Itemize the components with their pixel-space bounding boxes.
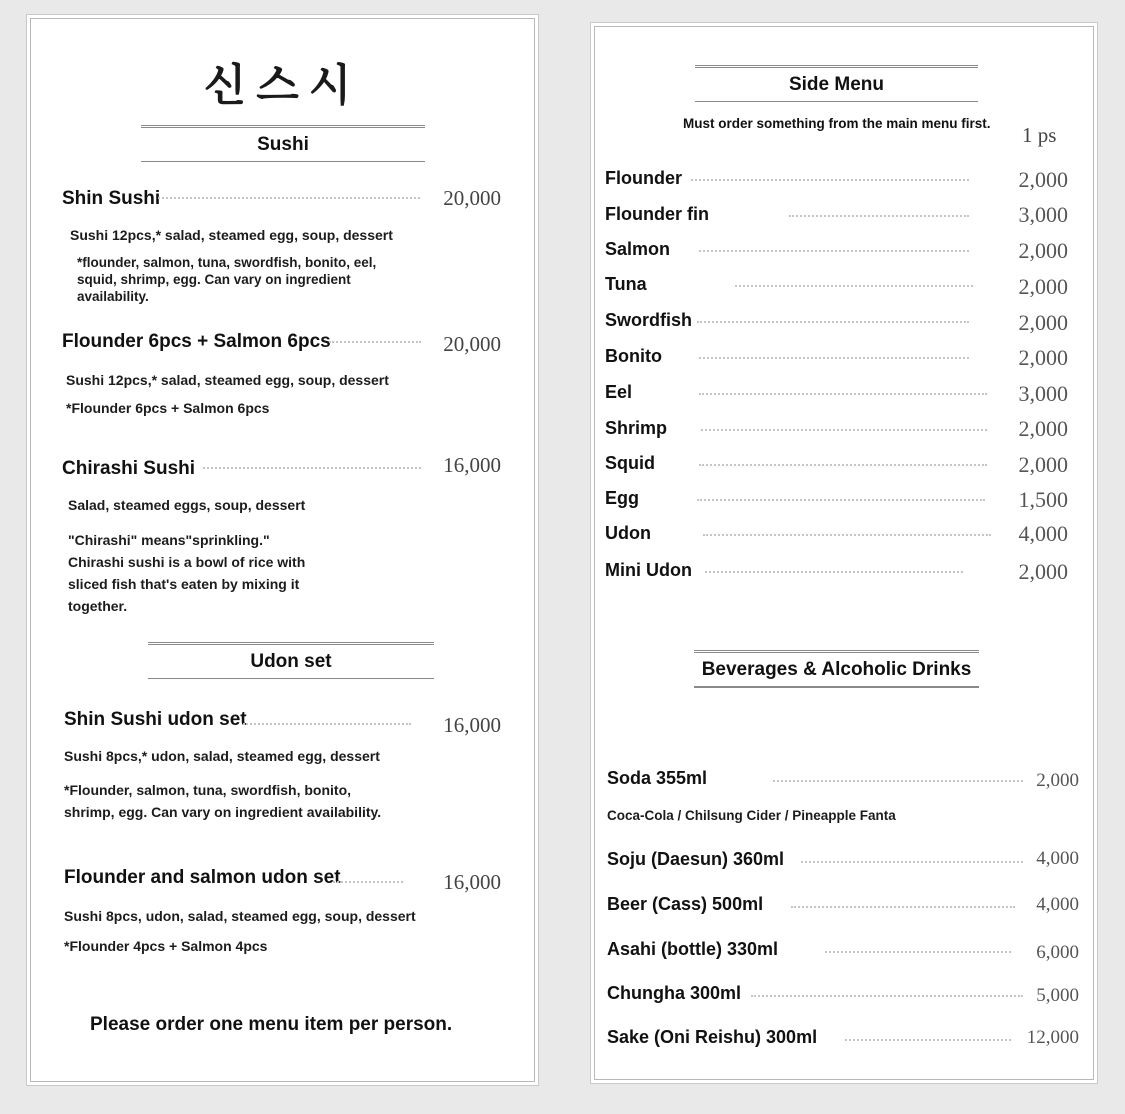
item-description: Sushi 8pcs,* udon, salad, steamed egg, dessert: [64, 748, 380, 764]
divider: [695, 101, 978, 102]
side-item-name: Flounder: [605, 168, 682, 188]
item-note: *Flounder 6pcs + Salmon 6pcs: [66, 400, 270, 416]
item-price: 16,000: [443, 870, 501, 894]
side-item-price: 2,000: [1018, 310, 1068, 335]
beverage-price: 2,000: [1036, 770, 1079, 791]
sushi-heading-text: Sushi: [257, 134, 309, 155]
side-item-price: 4,000: [1018, 521, 1068, 546]
beverage-name: Beer (Cass) 500ml: [607, 894, 764, 914]
dot-leader: [789, 215, 969, 217]
side-menu-panel: [594, 26, 1094, 1080]
side-item-price: 2,000: [1018, 559, 1068, 584]
beverage-price: 4,000: [1036, 848, 1079, 869]
dot-leader: [691, 179, 969, 181]
dot-leader: [697, 321, 969, 323]
dot-leader: [699, 250, 969, 252]
beverage-price: 5,000: [1036, 985, 1079, 1006]
item-name: Shin Sushi udon set: [64, 709, 247, 730]
beverage-note: Coca-Cola / Chilsung Cider / Pineapple Fanta: [607, 808, 896, 823]
item-description: Sushi 8pcs, udon, salad, steamed egg, soup, dessert: [64, 908, 416, 924]
divider: [694, 686, 979, 688]
side-item-name: Mini Udon: [605, 560, 692, 580]
item-description: Salad, steamed eggs, soup, dessert: [68, 497, 306, 513]
side-item-name: Flounder fin: [605, 204, 709, 224]
dot-leader: [703, 534, 991, 536]
side-item-name: Swordfish: [605, 310, 693, 330]
side-item-price: 2,000: [1018, 452, 1068, 477]
side-item-name: Udon: [605, 523, 651, 543]
dot-leader: [773, 780, 1023, 782]
divider: [141, 161, 425, 162]
unit-label: 1 ps: [1022, 123, 1057, 147]
beverage-name: Sake (Oni Reishu) 300ml: [607, 1027, 818, 1047]
side-item-price: 2,000: [1018, 416, 1068, 441]
item-name: Flounder 6pcs + Salmon 6pcs: [62, 331, 331, 352]
restaurant-logo-title: 신스시: [203, 60, 362, 111]
main-menu-panel: [30, 18, 535, 1082]
side-item-price: 3,000: [1018, 381, 1068, 406]
udon-heading-text: Udon set: [250, 651, 332, 672]
sushi-section-heading: [141, 125, 425, 162]
side-menu-heading: [695, 65, 978, 102]
side-item-price: 2,000: [1018, 238, 1068, 263]
dot-leader: [699, 393, 987, 395]
dot-leader: [203, 467, 421, 469]
dot-leader: [699, 357, 969, 359]
beverage-name: Soda 355ml: [607, 768, 708, 788]
order-policy-note: Please order one menu item per person.: [90, 1014, 453, 1035]
side-item-name: Tuna: [605, 274, 647, 294]
side-item-price: 2,000: [1018, 167, 1068, 192]
item-description: Sushi 12pcs,* salad, steamed egg, soup, dessert: [66, 372, 389, 388]
side-item-name: Bonito: [605, 346, 662, 366]
side-menu-subtitle: Must order something from the main menu first.: [683, 116, 991, 131]
side-item-name: Shrimp: [605, 418, 668, 438]
side-item-name: Squid: [605, 453, 655, 473]
dot-leader: [845, 1039, 1011, 1041]
item-price: 16,000: [443, 453, 501, 477]
dot-leader: [333, 881, 403, 883]
side-item-name: Salmon: [605, 239, 671, 259]
dot-leader: [791, 906, 1015, 908]
beverage-name: Chungha 300ml: [607, 983, 742, 1003]
side-item-price: 1,500: [1018, 487, 1068, 512]
beverage-name: Soju (Daesun) 360ml: [607, 849, 785, 869]
dot-leader: [697, 499, 985, 501]
side-item-name: Egg: [605, 488, 639, 508]
dot-leader: [735, 285, 973, 287]
dot-leader: [701, 429, 987, 431]
item-note: *Flounder, salmon, tuna, swordfish, bonito, shrimp, egg. Can vary on ingredient availability.: [64, 782, 382, 820]
beverage-price: 12,000: [1026, 1027, 1079, 1048]
item-description: Sushi 12pcs,* salad, steamed egg, soup, dessert: [70, 227, 393, 243]
beverages-heading: [694, 650, 979, 688]
dot-leader: [329, 341, 421, 343]
dot-leader: [243, 723, 411, 725]
item-name: Chirashi Sushi: [62, 458, 196, 479]
dot-leader: [158, 197, 420, 199]
divider: [148, 678, 434, 679]
side-item-name: Eel: [605, 382, 633, 402]
item-price: 16,000: [443, 713, 501, 737]
side-item-price: 2,000: [1018, 345, 1068, 370]
dot-leader: [699, 464, 987, 466]
beverage-price: 4,000: [1036, 894, 1079, 915]
item-price: 20,000: [443, 186, 501, 210]
dot-leader: [751, 995, 1023, 997]
beverages-heading-text: Beverages & Alcoholic Drinks: [701, 659, 972, 680]
beverage-price: 6,000: [1036, 942, 1079, 963]
dot-leader: [825, 951, 1011, 953]
dot-leader: [801, 861, 1023, 863]
item-note: "Chirashi" means"sprinkling." Chirashi sushi is a bowl of rice with sliced fish that's eaten by mixing it together.: [68, 532, 306, 614]
side-item-price: 2,000: [1018, 274, 1068, 299]
item-name: Flounder and salmon udon set: [64, 867, 341, 888]
beverage-name: Asahi (bottle) 330ml: [607, 939, 779, 959]
side-item-price: 3,000: [1018, 202, 1068, 227]
side-menu-heading-text: Side Menu: [788, 74, 884, 95]
udon-section-heading: [148, 642, 434, 679]
dot-leader: [705, 571, 963, 573]
item-price: 20,000: [443, 332, 501, 356]
item-note: *Flounder 4pcs + Salmon 4pcs: [64, 938, 268, 954]
item-name: Shin Sushi: [62, 188, 161, 209]
item-note: *flounder, salmon, tuna, swordfish, bonito, eel, squid, shrimp, egg. Can vary on ingredient availability.: [77, 255, 377, 304]
